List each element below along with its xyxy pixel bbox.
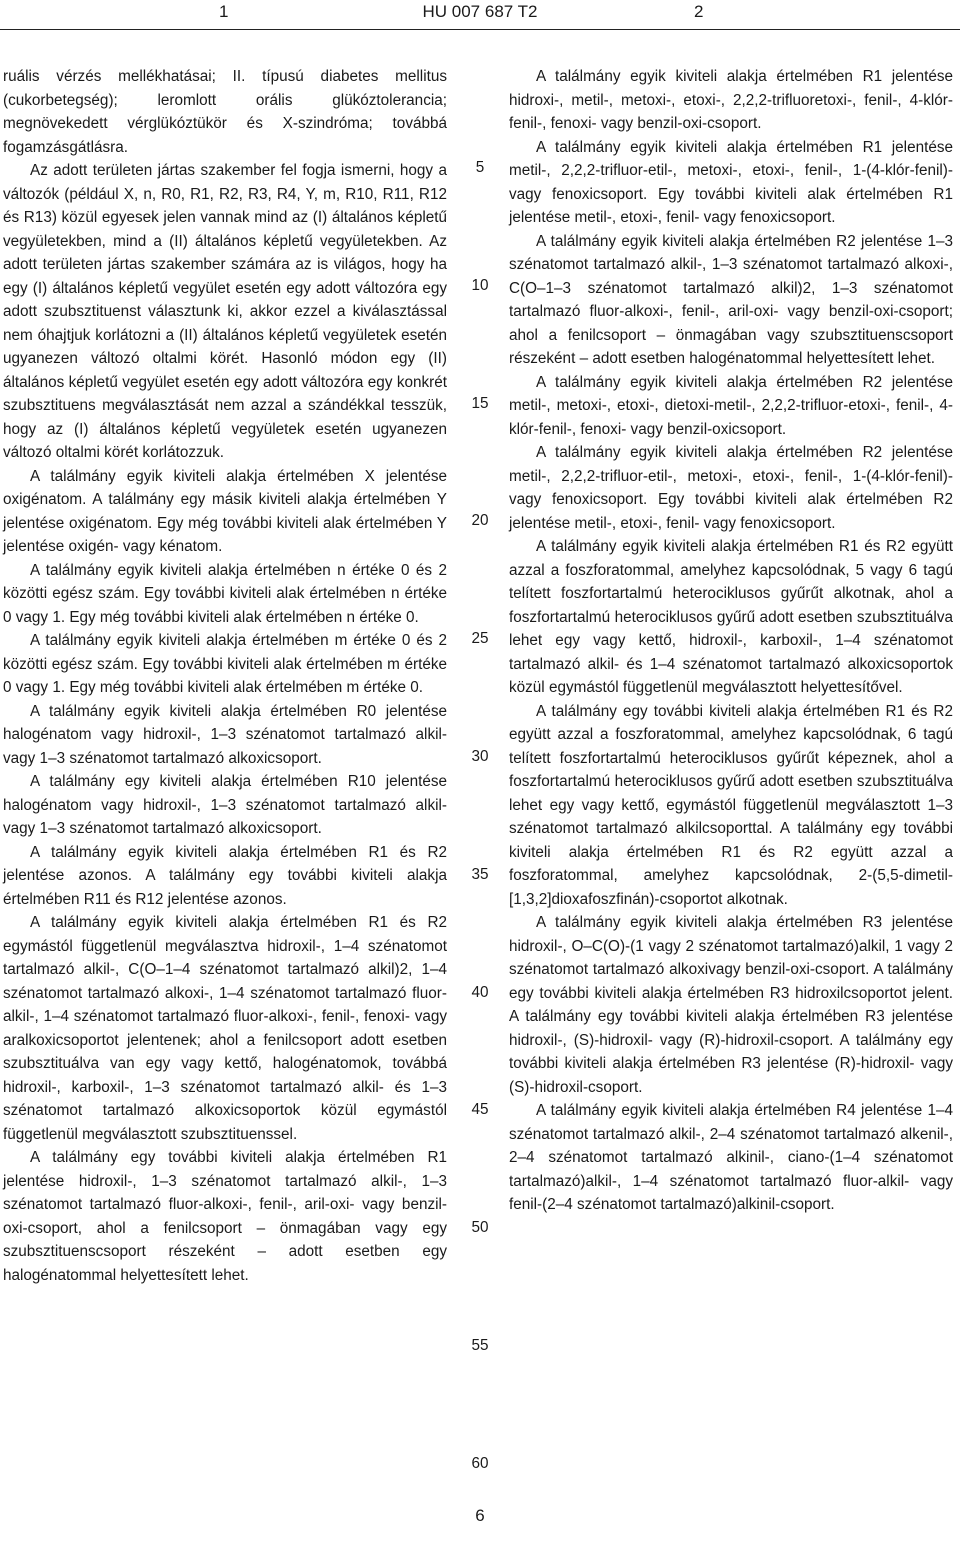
line-number: 25 [471, 630, 489, 648]
right-text-column [509, 65, 953, 1217]
page-number: 6 [475, 1506, 485, 1525]
line-number: 50 [471, 1219, 489, 1237]
paragraph: A találmány egyik kiviteli alakja értelmében R2 jelentése metil-, metoxi-, etoxi-, dietoxi-metil-, 2,2,2-trifluor-etoxi-, fenil-, 4-klór-fenil-, fenoxi- vagy benzil-oxicsoport. [509, 373, 953, 438]
line-number: 60 [471, 1454, 489, 1472]
header-rule [0, 29, 960, 30]
left-text-column [3, 65, 447, 1287]
line-number: 5 [475, 159, 485, 176]
paragraph: A találmány egy kiviteli alakja értelmében R10 jelentése halogénatom vagy hidroxil-, 1–3 szénatomot tartalmazó alkil- vagy 1–3 szénatomot tartalmazó alkoxicsoport. [3, 773, 447, 837]
paragraph: ruális vérzés mellékhatásai; II. típusú diabetes mellitus (cukorbetegség); leromlott orális glükóztolerancia; megnövekedett vérglükóztükör és X-szindróma; továbbá fogamzásgátlásra. [3, 68, 447, 156]
line-number: 45 [471, 1101, 489, 1119]
header-document-id: HU 007 687 T2 [422, 2, 538, 21]
line-number: 40 [471, 983, 489, 1001]
paragraph: A találmány egyik kiviteli alakja értelmében R1 jelentése hidroxi-, metil-, metoxi-, etoxi-, 2,2,2-trifluoretoxi-, fenil-, 4-klór-fenil-, fenoxi- vagy benzil-oxi-csoport. [509, 68, 953, 132]
line-number: 35 [471, 865, 489, 883]
paragraph: A találmány egyik kiviteli alakja értelmében R3 jelentése hidroxil-, O–C(O)-(1 vagy 2 szénatomot tartalmazó)alkil, 1 vagy 2 szénatomot tartalmazó alkoxivagy benzil-oxi-csoport. A találmány egy további kiviteli alakja értelmében R3 hidroxilcsoportot jelent. A találmány egy további kiviteli alakja értelmében R3 jelentése hidroxil-, (S)-hidroxil- vagy (R)-hidroxil-csoport. A találmány egy további kiviteli alakja értelmében R3 jelentése (R)-hidroxil- vagy (S)-hidroxil-csoport. [509, 914, 953, 1096]
line-number: 15 [471, 394, 489, 412]
paragraph: A találmány egyik kiviteli alakja értelmében n értéke 0 és 2 közötti egész szám. Egy további kiviteli alak értelmében n értéke 0 vagy 1. Egy még további kiviteli alak értelmében n értéke 0. [3, 561, 447, 626]
line-number: 55 [471, 1337, 489, 1354]
header-right-page-number: 2 [694, 2, 704, 21]
paragraph: Az adott területen jártas szakember fel fogja ismerni, hogy a változók (például X, n, R0, R1, R2, R3, R4, Y, m, R10, R11, R12 és R13) közül egyesek jelen vannak mind az (I) általános képletű vegyületekben, mind a (II) általános képletű vegyületekben. Az adott területen jártas szakember számára az is világos, hogy ha egy (I) általános képletű vegyület esetén egy adott változóra egy adott szubsztituenst választunk ki, akkor ezzel a kiválasztással nem óhajtjuk korlátozni a (II) általános képletű vegyületek esetén ugyanezen változó oltalmi körét. Hasonló módon egy (II) általános képletű vegyület esetén egy adott változóra egy konkrét szubsztituens megválasztását nem azzal a szándékkal tesszük, hogy az (I) általános képletű vegyületek esetén ugyanezen változó oltalmi körét korlátozzuk. [3, 162, 447, 461]
paragraph: A találmány egyik kiviteli alakja értelmében R1 és R2 egymástól függetlenül megválasztva hidroxil-, 1–4 szénatomot tartalmazó alkil-, C(O–1–4 szénatomot tartalmazó alkil)2, 1–4 szénatomot tartalmazó alkoxi-, 1–4 szénatomot tartalmazó fluor-alkil-, 1–4 szénatomot tartalmazó fluor-alkoxi-, fenil-, fenoxi- vagy aralkoxicsoportot jelentenek; ahol a fenilcsoport adott esetben szubsztituálva van egy vagy kettő, halogénatomok, továbbá hidroxil-, karboxil-, 1–3 szénatomot tartalmazó alkil- és 1–3 szénatomot tartalmazó alkoxicsoportok közül egymástól függetlenül megválasztott szubsztituenssel. [3, 914, 447, 1143]
line-number: 20 [471, 512, 489, 530]
paragraph: A találmány egyik kiviteli alakja értelmében R4 jelentése 1–4 szénatomot tartalmazó alkil-, 2–4 szénatomot tartalmazó alkenil-, 2–4 szénatomot tartalmazó alkinil-, ciano-(1–4 szénatomot tartalmazó)alkil-, 1–4 szénatomot tartalmazó fluor-alkil- vagy fenil-(2–4 szénatomot tartalmazó)alkinil-csoport. [509, 1102, 953, 1213]
paragraph: A találmány egyik kiviteli alakja értelmében R2 jelentése 1–3 szénatomot tartalmazó alkil-, 1–3 szénatomot tartalmazó alkoxi-, C(O–1–3 szénatomot tartalmazó alkil)2, 1–3 szénatomot tartalmazó fluor-alkoxi-, fenil-, aril-oxi- vagy benzil-oxi-csoport; ahol a fenilcsoport – önmagában vagy szubsztituenscsoport részeként – adott esetben halogénatommal helyettesített lehet. [509, 232, 953, 367]
paragraph: A találmány egyik kiviteli alakja értelmében R0 jelentése halogénatom vagy hidroxil-, 1–3 szénatomot tartalmazó alkil- vagy 1–3 szénatomot tartalmazó alkoxicsoport. [3, 702, 447, 767]
paragraph: A találmány egyik kiviteli alakja értelmében R1 jelentése metil-, 2,2,2-trifluor-etil-, metoxi-, etoxi-, fenil-, 1-(4-klór-fenil)- vagy fenoxicsoport. Egy további kiviteli alak értelmében R1 jelentése metil-, etoxi-, fenil- vagy fenoxicsoport. [509, 138, 953, 226]
paragraph: A találmány egyik kiviteli alakja értelmében R1 és R2 jelentése azonos. A találmány egy további kiviteli alakja értelmében R11 és R12 jelentése azonos. [3, 843, 447, 908]
header-left-page-number: 1 [219, 2, 229, 21]
line-number: 10 [471, 276, 489, 294]
line-number: 30 [471, 748, 489, 765]
paragraph: A találmány egyik kiviteli alakja értelmében R2 jelentése metil-, 2,2,2-trifluor-etil-, metoxi-, etoxi-, fenil-, 1-(4-klór-fenil)- vagy fenoxicsoport. Egy további kiviteli alak értelmében R2 jelentése metil-, etoxi-, fenil- vagy fenoxicsoport. [509, 444, 953, 532]
paragraph: A találmány egyik kiviteli alakja értelmében m értéke 0 és 2 közötti egész szám. Egy további kiviteli alak értelmében m értéke 0 vagy 1. Egy még további kiviteli alak értelmében m értéke 0. [3, 632, 447, 696]
paragraph: A találmány egy további kiviteli alakja értelmében R1 és R2 együtt azzal a foszforatommal, amelyhez kapcsolódnak, 6 tagú telített foszfortartalmú heterociklusos gyűrűt képeznek, ahol a foszfortartalmú heterociklusos gyűrű adott esetben szubsztituálva lehet egy vagy kettő, egymástól függetlenül megválasztott 1–3 szénatomot tartalmazó alkilcsoporttal. A találmány egy további kiviteli alakja értelmében R1 és R2 együtt azzal a foszforatommal, amelyhez kapcsolódnak, 2-(5,5-dimetil-[1,3,2]dioxafoszfinán)-csoportot alkotnak. [509, 702, 953, 908]
paragraph: A találmány egyik kiviteli alakja értelmében X jelentése oxigénatom. A találmány egy másik kiviteli alakja értelmében Y jelentése oxigénatom. Egy még további kiviteli alak értelmében Y jelentése oxigén- vagy kénatom. [3, 467, 447, 555]
paragraph: A találmány egyik kiviteli alakja értelmében R1 és R2 együtt azzal a foszforatommal, amelyhez kapcsolódnak, 5 vagy 6 tagú telített foszfortartalmú heterociklusos gyűrűt alkotnak, ahol a foszfortartalmú heterociklusos gyűrű adott esetben szubsztituálva lehet egy vagy kettő, hidroxil-, karboxil-, 1–4 szénatomot tartalmazó alkil- és 1–4 szénatomot tartalmazó alkoxicsoportok közül egymástól függetlenül megválasztott helyettesítővel. [509, 538, 953, 696]
paragraph: A találmány egy további kiviteli alakja értelmében R1 jelentése hidroxil-, 1–3 szénatomot tartalmazó alkil-, 1–3 szénatomot tartalmazó fluor-alkoxi-, fenil-, aril-oxi- vagy benzil-oxi-csoport, ahol a fenilcsoport – önmagában vagy egy szubsztituenscsoport részeként – adott esetben egy halogénatommal helyettesített lehet. [3, 1149, 447, 1284]
